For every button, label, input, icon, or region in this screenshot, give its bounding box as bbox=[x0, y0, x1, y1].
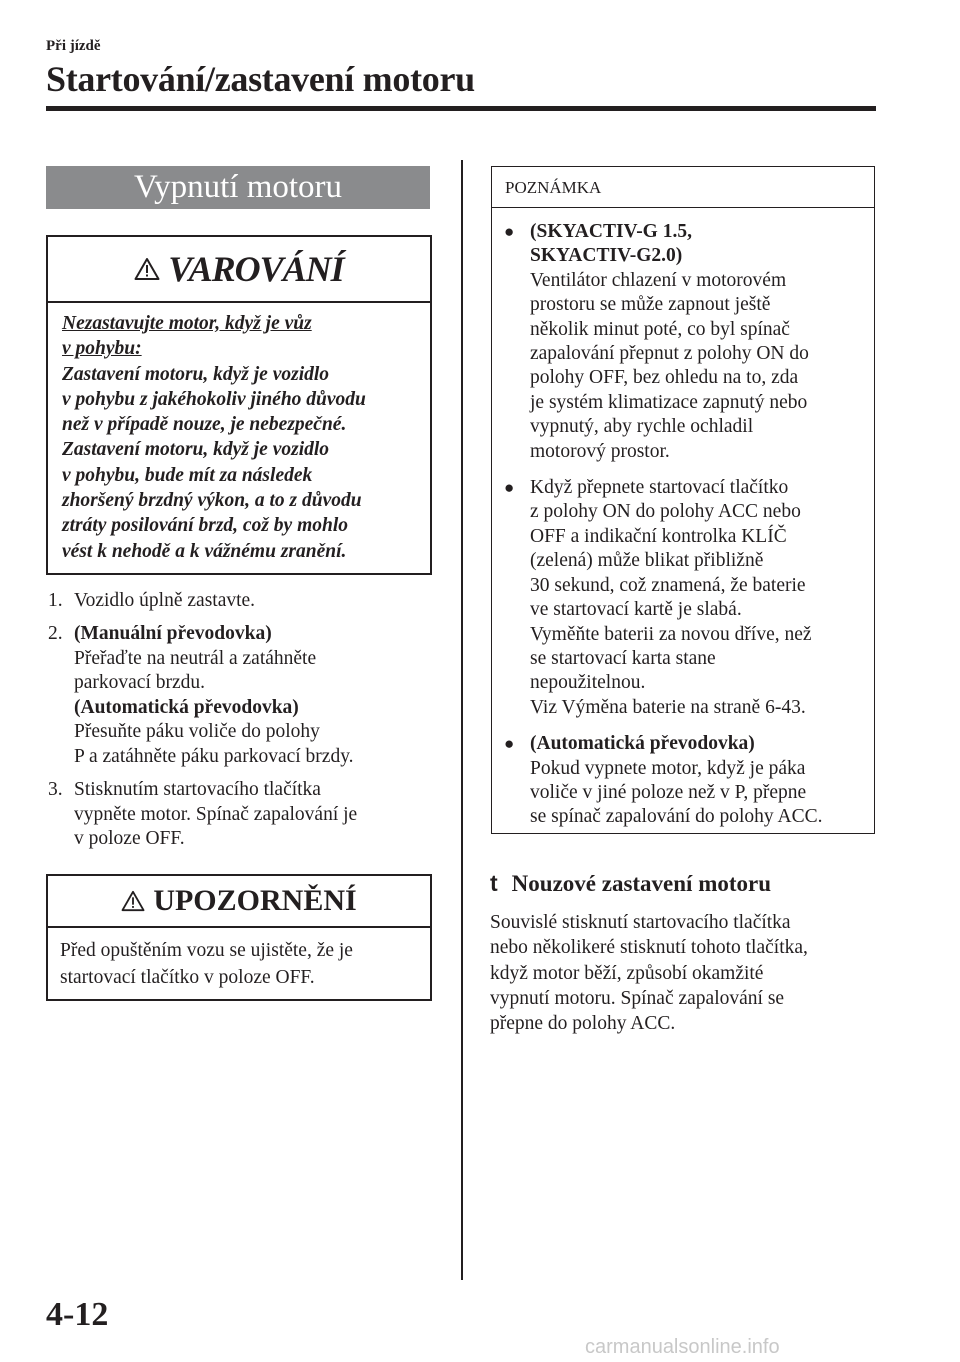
step-line: parkovací brzdu. bbox=[74, 672, 206, 693]
chapter-title: Startování/zastavení motoru bbox=[46, 59, 475, 99]
sub-heading-text: Nouzové zastavení motoru bbox=[511, 871, 772, 896]
note-line: vypnutý, aby rychle ochladil bbox=[530, 416, 754, 438]
warning-triangle-icon bbox=[121, 890, 145, 912]
step-line: (Automatická převodovka) bbox=[74, 696, 299, 718]
note-line: zapalování přepnut z polohy ON do bbox=[530, 343, 809, 365]
note-line: (SKYACTIV-G 1.5, bbox=[530, 221, 692, 242]
note-line: ve startovací kartě je slabá. bbox=[530, 599, 742, 621]
caution-line: startovací tlačítko v poloze OFF. bbox=[60, 967, 315, 988]
step-2 bbox=[48, 622, 438, 769]
paragraph-line: nebo několikeré stisknutí tohoto tlačítka, bbox=[490, 937, 808, 959]
note-line: polohy OFF, bez ohledu na to, zda bbox=[530, 367, 799, 389]
caution-body bbox=[48, 928, 430, 991]
note-line: Vyměňte baterii za novou dříve, než bbox=[530, 623, 812, 645]
paragraph-line: vypnutí motoru. Spínač zapalování se bbox=[490, 987, 785, 1009]
step-line: Stisknutím startovacího tlačítka bbox=[74, 779, 321, 800]
step-line: v poloze OFF. bbox=[74, 828, 185, 849]
caution-header bbox=[48, 876, 430, 928]
step-number: 2. bbox=[48, 623, 63, 644]
step-line: P a zatáhněte páku parkovací brzdy. bbox=[74, 745, 354, 767]
note-line: OFF a indikační kontrolka KLÍČ bbox=[530, 525, 787, 547]
note-item bbox=[504, 732, 864, 830]
warning-line: vést k nehodě a k vážnému zranění. bbox=[62, 540, 347, 562]
paragraph-line: Souvislé stisknutí startovacího tlačítka bbox=[490, 912, 791, 933]
step-number: 3. bbox=[48, 779, 63, 800]
warning-lead: v pohybu: bbox=[62, 338, 142, 360]
watermark: carmanualsonline.info bbox=[585, 1336, 780, 1358]
header-rule bbox=[46, 106, 876, 111]
note-line: 30 sekund, což znamená, že baterie bbox=[530, 574, 806, 596]
section-label: Při jízdě bbox=[46, 38, 101, 54]
paragraph-line: když motor běží, způsobí okamžité bbox=[490, 962, 764, 984]
warning-box bbox=[46, 235, 432, 575]
warning-line: než v případě nouze, je nebezpečné. bbox=[62, 414, 347, 436]
warning-title: VAROVÁNÍ bbox=[168, 249, 344, 289]
paragraph-line: přepne do polohy ACC. bbox=[490, 1013, 676, 1035]
note-line: několik minut poté, co byl spínač bbox=[530, 318, 790, 340]
caution-box bbox=[46, 874, 432, 1001]
warning-lead: Nezastavujte motor, když je vůz bbox=[62, 313, 312, 334]
caution-line: Před opuštěním vozu se ujistěte, že je bbox=[60, 940, 353, 961]
note-box bbox=[491, 166, 875, 834]
step-line: vypněte motor. Spínač zapalování je bbox=[74, 803, 358, 825]
step-line: Vozidlo úplně zastavte. bbox=[74, 590, 256, 611]
warning-header bbox=[48, 237, 430, 303]
warning-line: Zastavení motoru, když je vozidlo bbox=[62, 363, 330, 385]
note-line: motorový prostor. bbox=[530, 440, 670, 462]
note-line: Pokud vypnete motor, když je páka bbox=[530, 757, 806, 779]
note-item bbox=[504, 220, 864, 464]
note-item bbox=[504, 476, 864, 720]
note-line: Ventilátor chlazení v motorovém bbox=[530, 269, 787, 291]
note-line: prostoru se může zapnout ještě bbox=[530, 294, 771, 316]
caution-title: UPOZORNĚNÍ bbox=[153, 884, 357, 917]
warning-line: Zastavení motoru, když je vozidlo bbox=[62, 439, 330, 461]
note-line: voliče v jiné poloze než v P, přepne bbox=[530, 781, 807, 803]
step-line: Přesuňte páku voliče do polohy bbox=[74, 721, 320, 742]
step-number: 1. bbox=[48, 590, 63, 611]
note-line: Viz Výměna baterie na straně 6-43. bbox=[530, 696, 806, 718]
note-line: SKYACTIV-G2.0) bbox=[530, 245, 683, 267]
step-line: (Manuální převodovka) bbox=[74, 623, 272, 644]
warning-triangle-icon bbox=[134, 257, 160, 281]
note-list bbox=[492, 208, 874, 830]
note-line: nepoužitelnou. bbox=[530, 672, 646, 694]
section-marker-icon: t bbox=[490, 870, 498, 896]
column-divider bbox=[461, 160, 463, 1280]
section-banner: Vypnutí motoru bbox=[46, 166, 430, 209]
bullet-icon: ● bbox=[504, 478, 515, 498]
paragraph bbox=[490, 910, 874, 1036]
note-line: (Automatická převodovka) bbox=[530, 733, 755, 755]
note-line: je systém klimatizace zapnutý nebo bbox=[530, 391, 808, 413]
note-line: Když přepnete startovací tlačítko bbox=[530, 477, 789, 499]
step-line: Přeřaďte na neutrál a zatáhněte bbox=[74, 647, 317, 669]
note-line: se startovací karta stane bbox=[530, 647, 716, 669]
bullet-icon: ● bbox=[504, 734, 515, 754]
warning-line: ztráty posilování brzd, což by mohlo bbox=[62, 515, 349, 537]
bullet-icon: ● bbox=[504, 222, 515, 241]
warning-line: zhoršený brzdný výkon, a to z důvodu bbox=[62, 490, 362, 512]
sub-heading bbox=[490, 870, 771, 897]
page-number: 4-12 bbox=[46, 1296, 109, 1333]
warning-line: v pohybu, bude mít za následek bbox=[62, 464, 313, 486]
note-line: (zelená) může blikat přibližně bbox=[530, 550, 764, 572]
step-3 bbox=[48, 778, 438, 852]
warning-line: v pohybu z jakéhokoliv jiného důvodu bbox=[62, 388, 366, 410]
note-title: POZNÁMKA bbox=[492, 167, 874, 208]
note-line: se spínač zapalování do polohy ACC. bbox=[530, 806, 823, 828]
warning-body bbox=[48, 303, 430, 564]
step-1 bbox=[48, 589, 438, 614]
note-line: z polohy ON do polohy ACC nebo bbox=[530, 501, 801, 523]
